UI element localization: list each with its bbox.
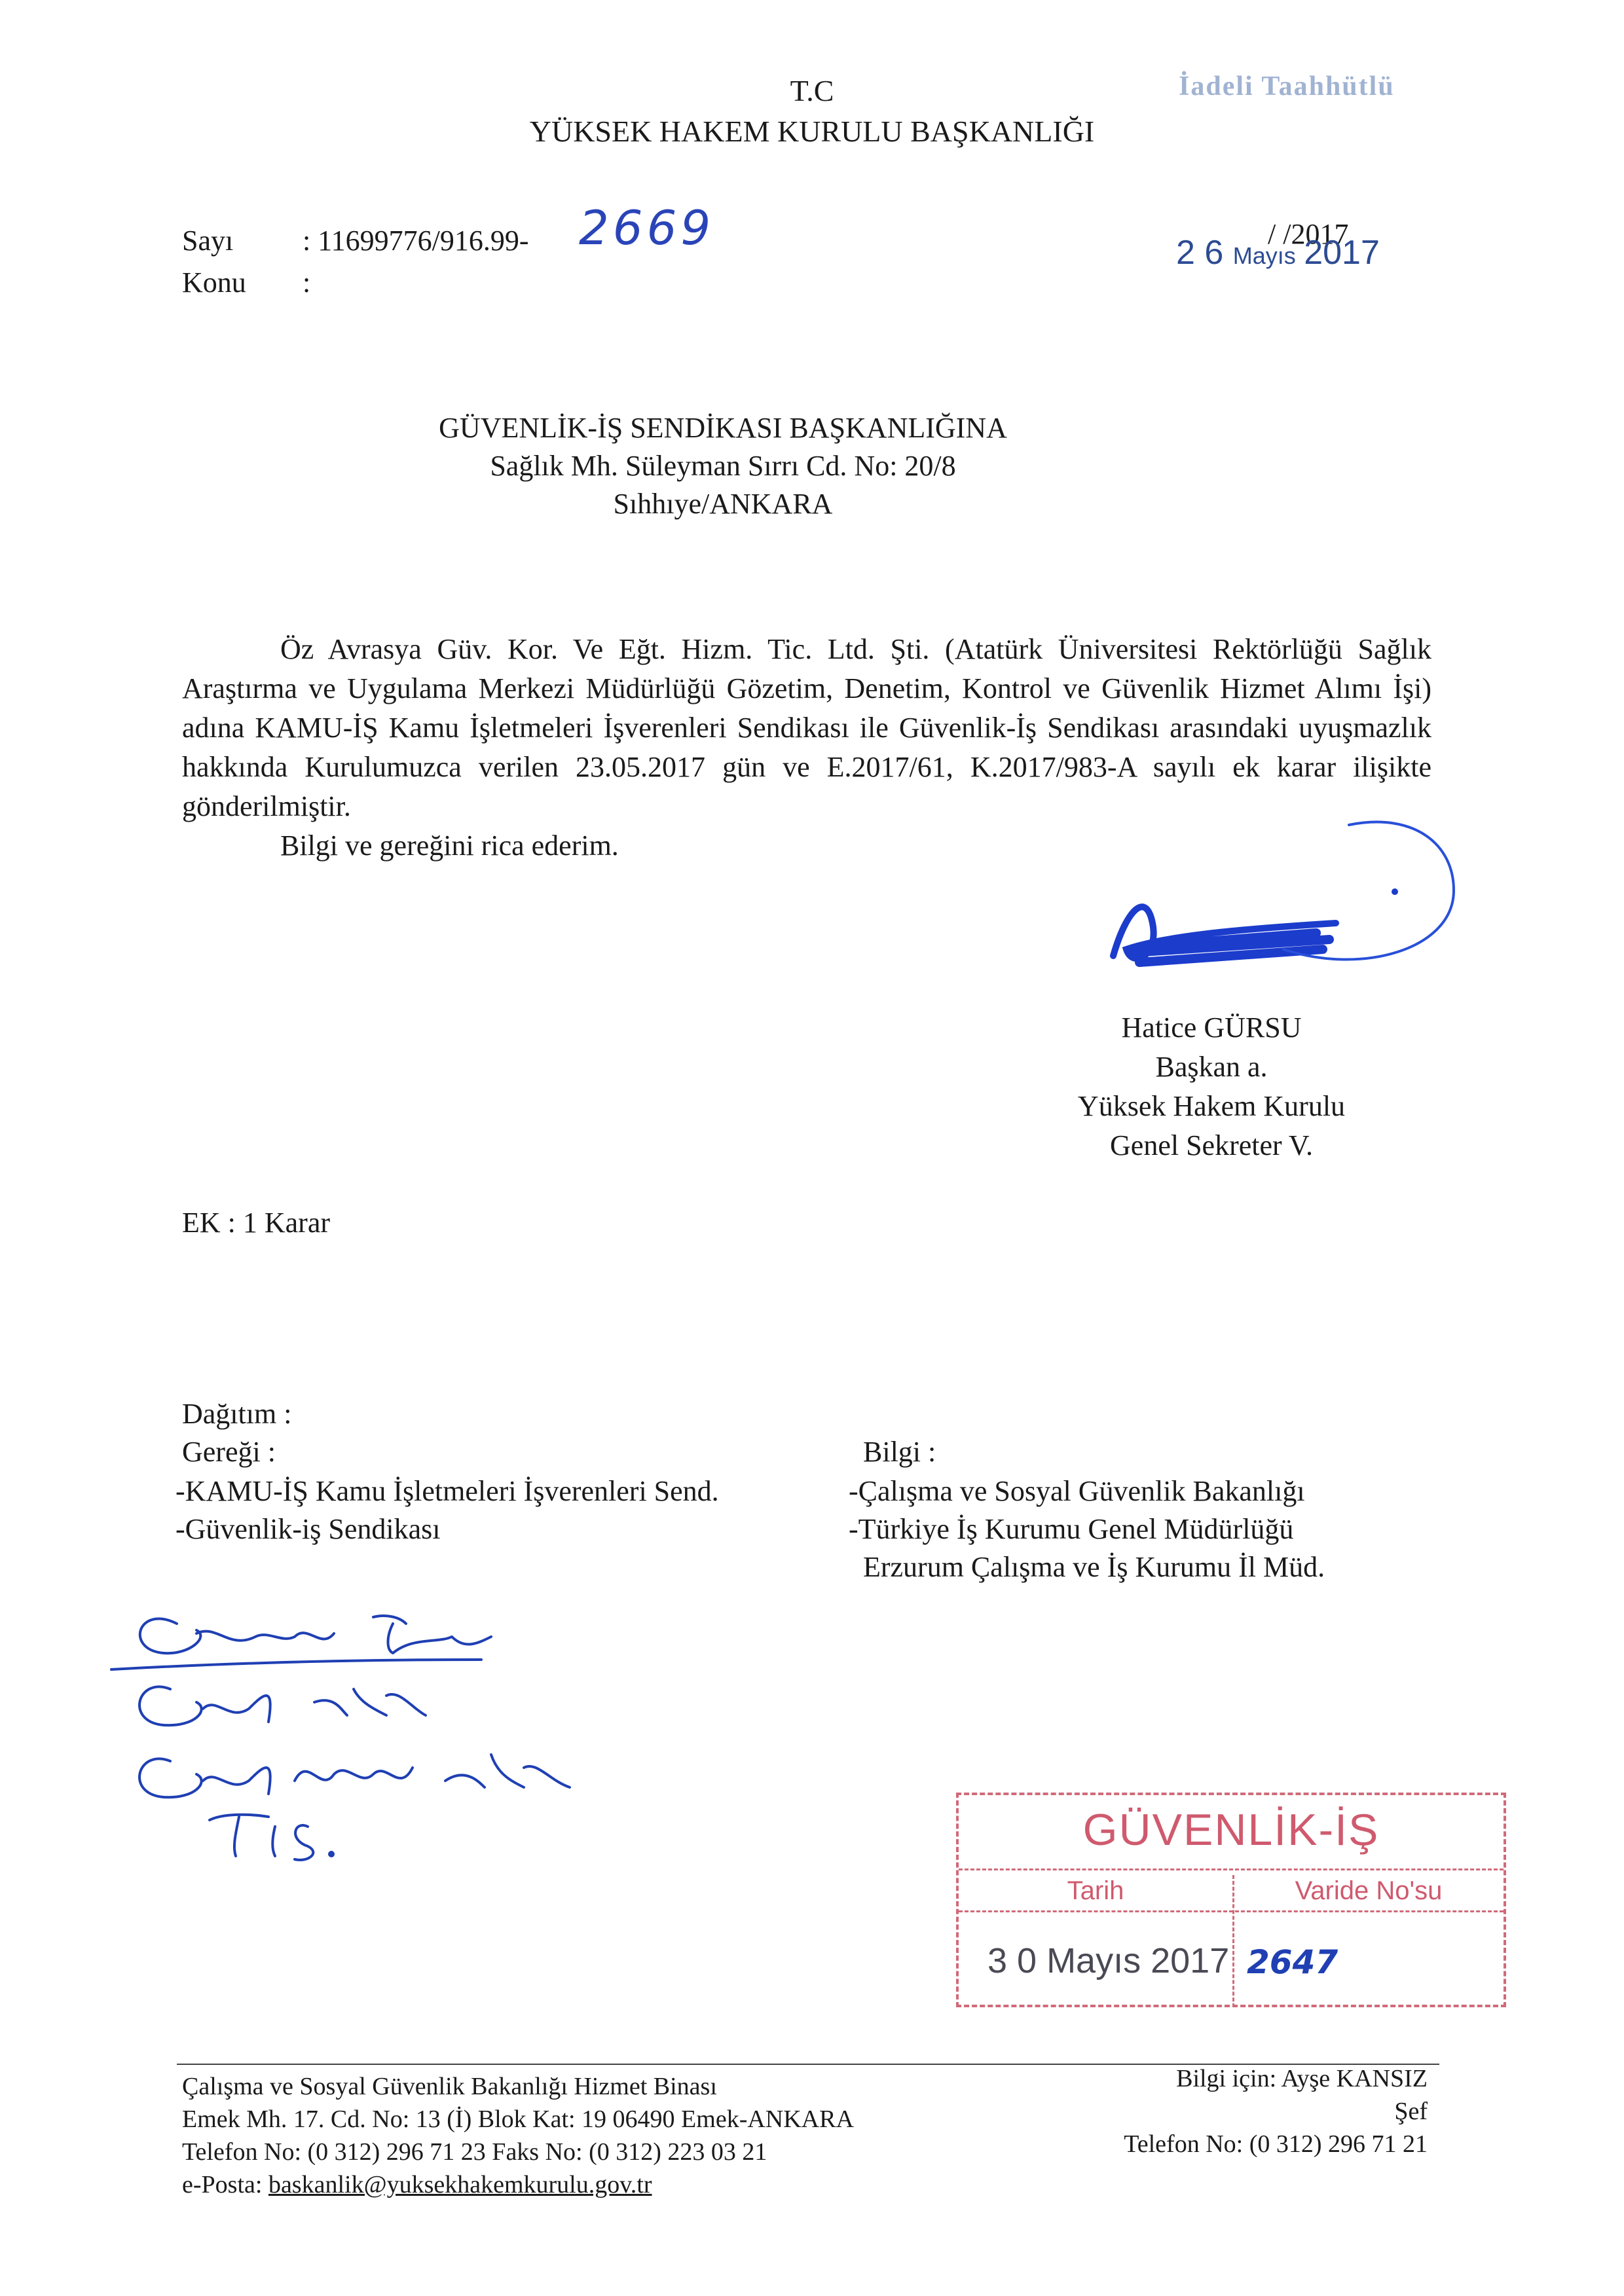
date-stamp — [1176, 233, 1380, 272]
header-tc: T.C — [790, 74, 834, 107]
received-stamp-number: 2647 — [1247, 1943, 1338, 1981]
addressee-block — [0, 410, 1446, 522]
bilgi-item-1: -Çalışma ve Sosyal Güvenlik Bakanlığı — [849, 1475, 1305, 1507]
date-stamp-day: 2 6 — [1176, 234, 1224, 272]
gerege-item-1: -KAMU-İŞ Kamu İşletmeleri İşverenleri Send. — [175, 1475, 719, 1507]
konu-value: : — [303, 266, 311, 299]
header-institution: YÜKSEK HAKEM KURULU BAŞKANLIĞI — [529, 115, 1095, 148]
footer-email-row — [182, 2168, 652, 2201]
body-closing: Bilgi ve gereğini rica ederim. — [280, 829, 619, 862]
registered-mail-stamp: İadeli Taahhütlü — [1179, 71, 1395, 101]
attachment-note: EK : 1 Karar — [182, 1207, 331, 1239]
gerege-label: Gereği : — [182, 1436, 276, 1468]
received-stamp-title: GÜVENLİK-İŞ — [1082, 1805, 1380, 1855]
footer-address-2: Emek Mh. 17. Cd. No: 13 (İ) Blok Kat: 19 06490 Emek-ANKARA — [182, 2105, 854, 2133]
footer-phone: Telefon No: (0 312) 296 71 23 Faks No: (0 312) 223 03 21 — [182, 2138, 767, 2166]
signer-title-2: Yüksek Hakem Kurulu — [1077, 1090, 1346, 1122]
signer-name: Hatice GÜRSU — [1121, 1011, 1302, 1044]
addressee-street: Sağlık Mh. Süleyman Sırrı Cd. No: 20/8 — [490, 450, 956, 482]
body-paragraph: Öz Avrasya Güv. Kor. Ve Eğt. Hizm. Tic. Ltd. Şti. (Atatürk Üniversitesi Rektörlüğü Sağlık Araştırma ve Uygulama Merkezi Müdürlüğü Gözetim, Denetim, Kontrol ve Güvenlik Hizmet Alımı İşi) adına KAMU-İŞ Kamu İşletmeleri İşverenleri Sendikası ile Güvenlik-İş Sendikası arasındaki uyuşmazlık hakkında Kurulumuzca verilen 23.05.2017 gün ve E.2017/61, K.2017/983-A sayılı ek karar ilişikte gönderilmiştir. — [182, 633, 1431, 822]
distribution-label: Dağıtım : — [182, 1398, 292, 1430]
bilgi-item-3: Erzurum Çalışma ve İş Kurumu İl Müd. — [863, 1551, 1325, 1583]
handwritten-note-icon — [98, 1597, 596, 1872]
signer-title-1: Başkan a. — [1155, 1051, 1268, 1083]
date-typed: / /2017 — [1268, 218, 1349, 250]
footer-email-link[interactable]: baskanlik@yuksekhakemkurulu.gov.tr — [268, 2171, 652, 2198]
sayi-handwritten-number: 2669 — [579, 200, 715, 255]
footer-email-label: e-Posta: — [182, 2171, 268, 2198]
date-stamp-year: 2017 — [1304, 234, 1380, 272]
received-stamp-date: 3 0 Mayıs 2017 — [987, 1941, 1230, 1980]
footer-contact-title: Şef — [1394, 2098, 1428, 2125]
received-stamp — [956, 1793, 1506, 2007]
sayi-value: : 11699776/916.99- — [303, 225, 529, 257]
sayi-label: Sayı — [182, 225, 234, 257]
received-stamp-number-label: Varide No'su — [1295, 1876, 1443, 1905]
date-stamp-month: Mayıs — [1232, 242, 1296, 269]
signer-title-3: Genel Sekreter V. — [1110, 1129, 1313, 1161]
gerege-item-2: -Güvenlik-iş Sendikası — [175, 1513, 441, 1545]
footer-address-1: Çalışma ve Sosyal Güvenlik Bakanlığı Hizmet Binası — [182, 2073, 717, 2100]
signature-block — [1008, 1008, 1414, 1165]
bilgi-item-2: -Türkiye İş Kurumu Genel Müdürlüğü — [849, 1513, 1294, 1545]
received-stamp-date-label: Tarih — [1067, 1876, 1124, 1905]
stamp-divider — [959, 1868, 1504, 1870]
signature-icon — [1087, 818, 1467, 1015]
bilgi-label: Bilgi : — [863, 1436, 936, 1468]
footer-contact-name: Bilgi için: Ayşe KANSIZ — [1176, 2065, 1428, 2092]
addressee-name: GÜVENLİK-İŞ SENDİKASI BAŞKANLIĞINA — [439, 412, 1007, 444]
footer-contact-phone: Telefon No: (0 312) 296 71 21 — [1124, 2130, 1428, 2158]
stamp-divider — [959, 1910, 1504, 1912]
addressee-city: Sıhhıye/ANKARA — [613, 488, 833, 520]
konu-label: Konu — [182, 266, 246, 299]
